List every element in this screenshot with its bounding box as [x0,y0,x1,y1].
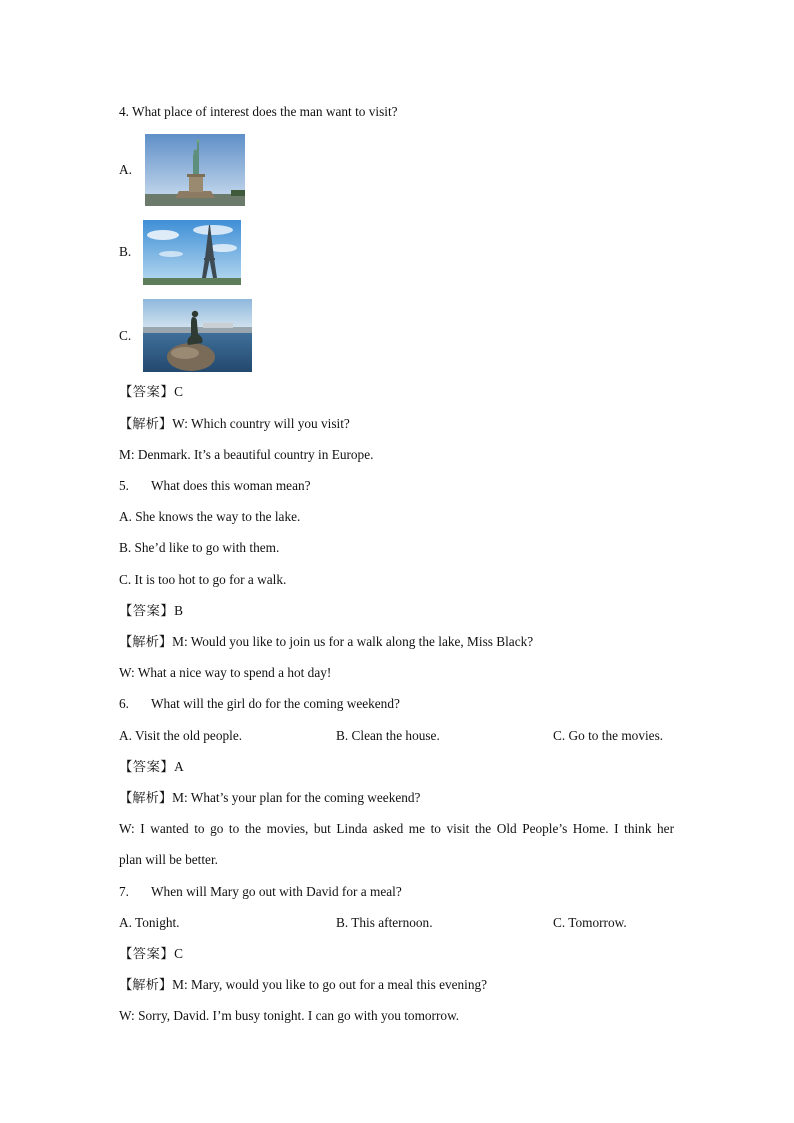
q4-option-c-label: C. [119,328,132,343]
q6-question: What will the girl do for the coming weekend? [151,696,400,711]
statue-of-liberty-image [145,134,245,206]
q6-analysis-line1: 【解析】M: What’s your plan for the coming weekend? [119,790,421,805]
q7-question-row [119,883,402,901]
q5-answer: 【答案】B [119,603,184,618]
q5-number: 5. [119,478,129,493]
q4-analysis-line2: M: Denmark. It’s a beautiful country in Europe. [119,447,374,462]
q6-answer: 【答案】A [119,759,185,774]
q7-option-b: B. This afternoon. [336,915,433,930]
q7-answer: 【答案】C [119,946,184,961]
q7-option-c: C. Tomorrow. [553,915,627,930]
q4-question: 4. What place of interest does the man want to visit? [119,104,398,119]
q5-analysis-line1: 【解析】M: Would you like to join us for a walk along the lake, Miss Black? [119,634,534,649]
q7-analysis-line1: 【解析】M: Mary, would you like to go out for a meal this evening? [119,977,488,992]
q5-question-row [119,477,311,495]
q6-option-c: C. Go to the movies. [553,728,664,743]
q6-question-row [119,695,400,713]
q6-option-b: B. Clean the house. [336,728,440,743]
little-mermaid-image [143,299,252,372]
q6-number: 6. [119,696,129,711]
q7-number: 7. [119,884,129,899]
q4-option-a-label: A. [119,162,132,177]
q5-question: What does this woman mean? [151,478,311,493]
q6-option-a: A. Visit the old people. [119,728,243,743]
q6-analysis-line2: W: I wanted to go to the movies, but Linda asked me to visit the Old People’s Home. I think her [119,821,674,836]
q4-analysis-line1: 【解析】W: Which country will you visit? [119,416,350,431]
q7-option-a: A. Tonight. [119,915,180,930]
q5-option-b: B. She’d like to go with them. [119,540,280,555]
q5-option-a: A. She knows the way to the lake. [119,509,301,524]
q7-question: When will Mary go out with David for a meal? [151,884,402,899]
q5-option-c: C. It is too hot to go for a walk. [119,572,287,587]
q4-option-b-label: B. [119,244,132,259]
eiffel-tower-image [143,220,241,285]
q5-analysis-line2: W: What a nice way to spend a hot day! [119,665,332,680]
q6-analysis-line3: plan will be better. [119,852,218,867]
q7-analysis-line2: W: Sorry, David. I’m busy tonight. I can go with you tomorrow. [119,1008,460,1023]
q4-answer: 【答案】C [119,384,184,399]
